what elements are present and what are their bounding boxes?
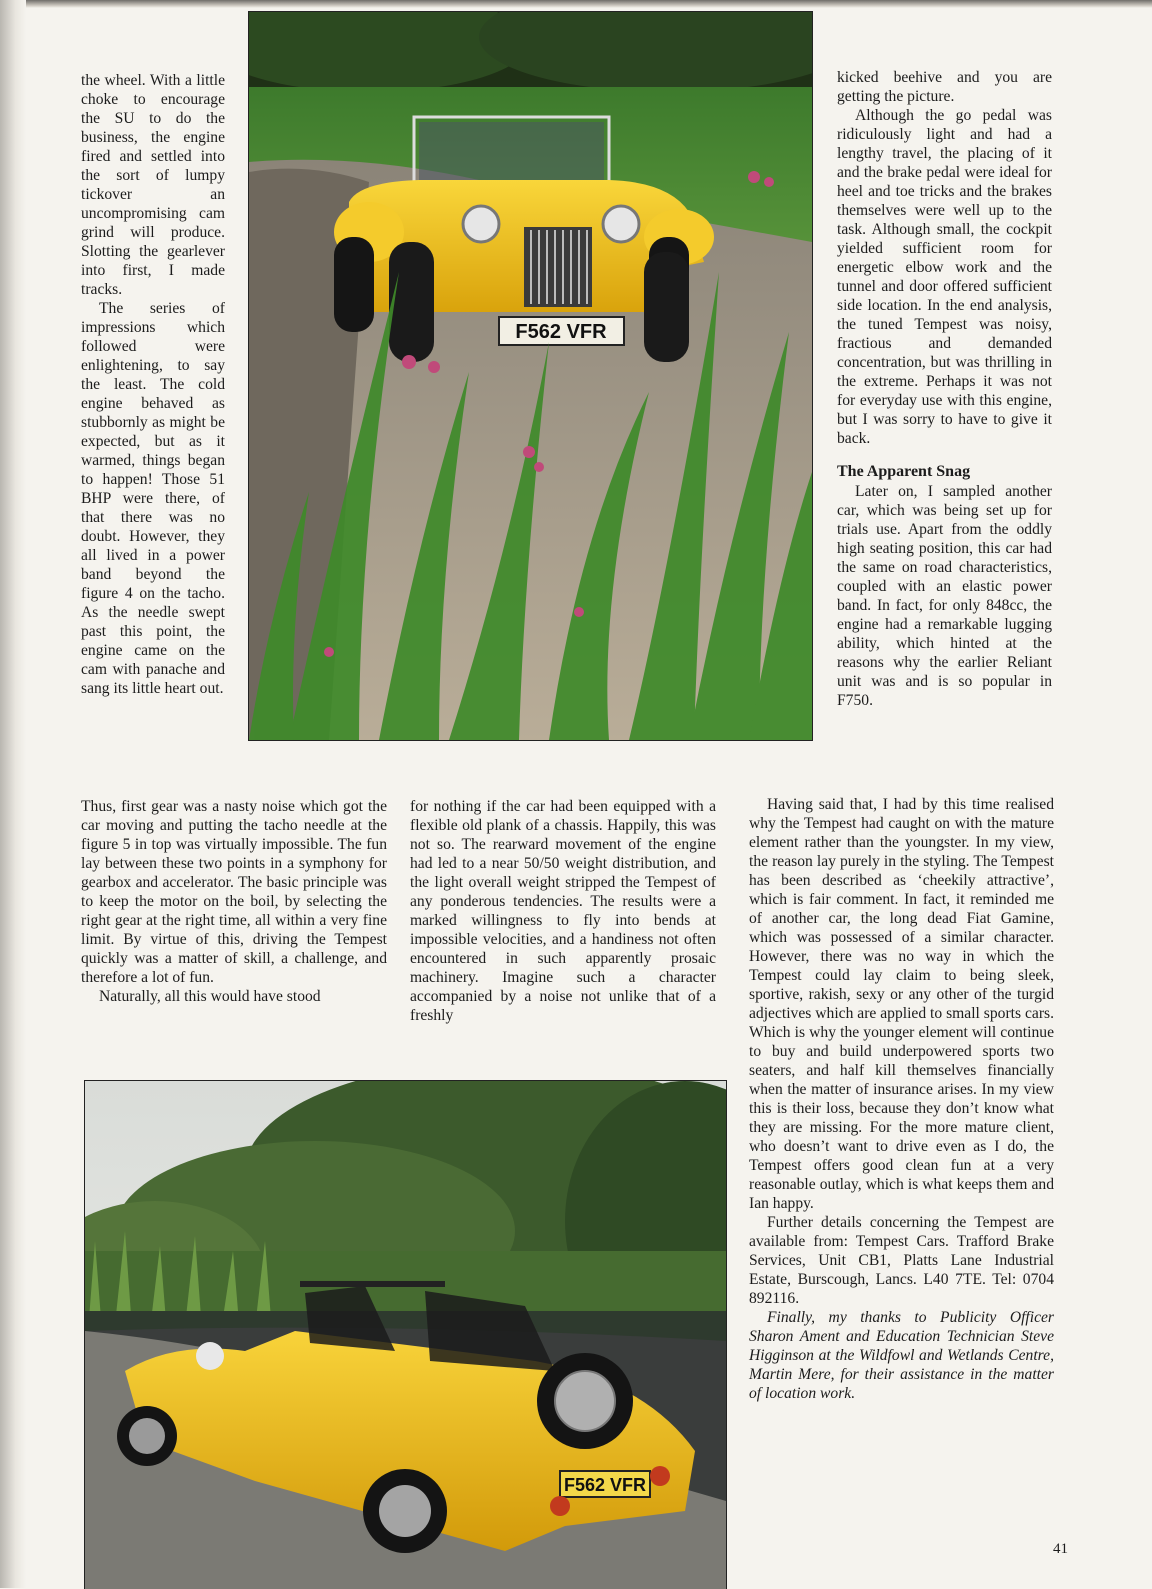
front-number-plate: F562 VFR xyxy=(515,321,607,343)
rear-number-plate: F562 VFR xyxy=(563,1475,647,1495)
paragraph: Naturally, all this would have stood xyxy=(99,988,321,1005)
article-column-5 xyxy=(749,795,1054,1403)
page-number: 41 xyxy=(1053,1541,1068,1557)
paragraph: Having said that, I had by this time realised why the Tempest had caught on with the mature element rather than the youngster. In my view, the reason lay purely in the styling. The Tempest has been described as ‘cheekily attractive’, which is fair comment. In fact, it reminded me of another car, the long dead Fiat Gamine, which was possessed of a similar character. However, there was no way in which the Tempest could lay claim to being sleek, sportive, rakish, sexy or any other of the turgid adjectives which are applied to small sports cars. Which is why the younger element will continue to buy and build underpowered sports two seaters, and half kill themselves financially when the matter of insurance arises. In my view this is their loss, because they don’t know what they are missing. For the more mature client, who doesn’t want to drive even as I do, the Tempest offers good clean fun at a very reasonable outlay, which is what keeps them and Ian happy. xyxy=(749,796,1054,1212)
paragraph: Thus, first gear was a nasty noise which got the car moving and putting the tacho needle at the figure 5 in top was virtually impossible. The fun lay between these two points in a symphony for gearbox and accelerator. The basic principle was to keep the motor on the boil, by selecting the right gear at the right time, all within a very fine limit. By virtue of this, driving the Tempest quickly was a matter of skill, a challenge, and therefore a lot of fun. xyxy=(81,798,387,986)
article-column-1 xyxy=(81,71,225,698)
paragraph: Although the go pedal was ridiculously light and had a lengthy travel, the placing of it and the brake pedal were ideal for heel and toe tricks and the brakes themselves were well up to the task. Although small, the cockpit yielded sufficient room for energetic elbow work and the tunnel and door offered sufficient side location. In the end analysis, the tuned Tempest was noisy, fractious and demanded concentration, but was thrilling in the extreme. Perhaps it was not for everyday use with this engine, but I was sorry to have to give it back. xyxy=(837,107,1052,447)
paragraph: Later on, I sampled another car, which was being set up for trials use. Apart from the oddly high seating position, this car had the same on road characteristics, coupled with an elastic power band. In fact, for only 848cc, the engine had a remarkable lugging ability, which hinted at the reasons why the earlier Reliant unit was and is so popular in F750. xyxy=(837,483,1052,709)
paragraph: the wheel. With a little choke to encourage the SU to do the business, the engine fired and settled into the sort of lumpy tickover an uncompromising cam grind will produce. Slotting the gearlever into first, I made tracks. xyxy=(81,72,225,298)
photo-front-view-yellow-tempest xyxy=(248,11,813,741)
acknowledgement-paragraph: Finally, my thanks to Publicity Officer Sharon Ament and Education Technician Steve Higginson at the Wildfowl and Wetlands Centre, Martin Mere, for their assistance in the matter of location work. xyxy=(749,1309,1054,1402)
paragraph: The series of impressions which followed were enlightening, to say the least. The cold engine behaved as stubbornly as might be expected, but as it warmed, things began to happen! Those 51 BHP were there, of that there was no doubt. However, they all lived in a power band beyond the figure 4 on the tacho. As the needle swept past this point, the engine came on the cam with panache and sang its little heart out. xyxy=(81,300,225,697)
article-column-4 xyxy=(837,68,1052,710)
paragraph: Further details concerning the Tempest are available from: Tempest Cars. Trafford Brake Services, Unit CB1, Platts Lane Industrial Estate, Burscough, Lancs. L40 7TE. Tel: 0704 892116. xyxy=(749,1214,1054,1307)
subheading: The Apparent Snag xyxy=(837,463,971,480)
article-column-3 xyxy=(410,797,716,1025)
page-top-edge xyxy=(0,0,1152,8)
paragraph: kicked beehive and you are getting the picture. xyxy=(837,69,1052,105)
paragraph: for nothing if the car had been equipped with a flexible old plank of a chassis. Happily, this was not so. The rearward movement of the engine had led to a near 50/50 weight distribution, and the light overall weight stripped the Tempest of any ponderous tendencies. The results were a marked willingness to fly into bends at impossible velocities, and a handiness not often encountered in such apparently prosaic machinery. Imagine such a character accompanied by a noise not unlike that of a freshly xyxy=(410,798,716,1024)
photo-rear-view-yellow-tempest xyxy=(84,1080,727,1589)
page-gutter-shadow xyxy=(0,0,26,1588)
article-column-2 xyxy=(81,797,387,1006)
